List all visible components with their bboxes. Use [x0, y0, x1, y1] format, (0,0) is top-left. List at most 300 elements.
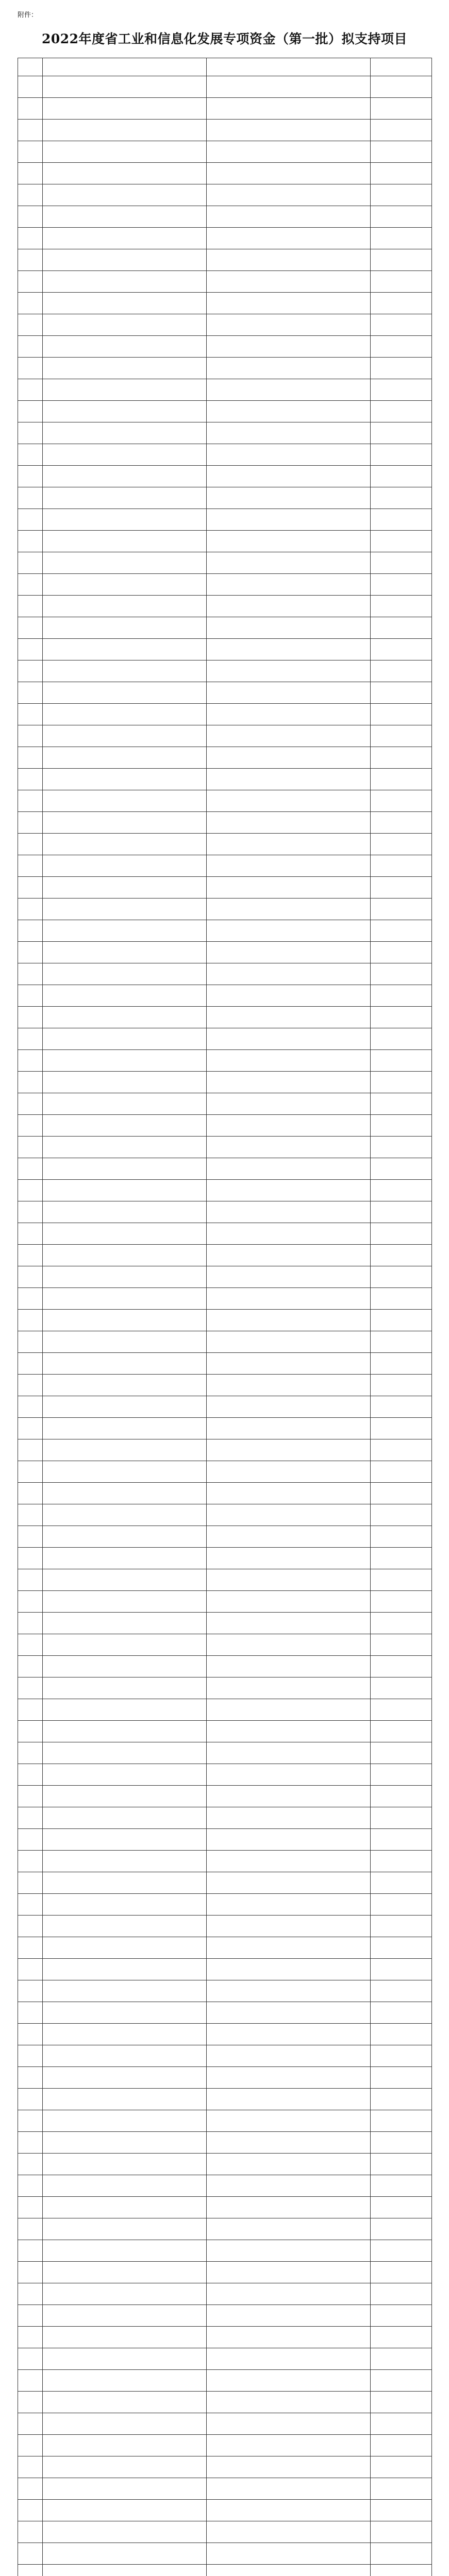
row-project-cell	[43, 487, 207, 509]
table-row	[18, 358, 432, 379]
row-sequence-cell	[18, 314, 43, 336]
row-sequence-cell	[18, 2348, 43, 2370]
row-project-cell	[43, 1894, 207, 1916]
row-project-cell	[43, 336, 207, 358]
row-unit-cell	[207, 2262, 371, 2283]
row-unit-cell	[207, 1007, 371, 1028]
row-unit-cell	[207, 466, 371, 487]
row-project-cell	[43, 2456, 207, 2478]
table-row	[18, 1872, 432, 1894]
row-unit-cell	[207, 271, 371, 293]
row-unit-cell	[207, 1028, 371, 1050]
row-unit-cell	[207, 2565, 371, 2576]
table-row	[18, 2327, 432, 2348]
row-region-cell	[371, 2002, 432, 2024]
table-row	[18, 1764, 432, 1786]
row-region-cell	[371, 1418, 432, 1439]
row-sequence-cell	[18, 1137, 43, 1158]
row-project-cell	[43, 1461, 207, 1483]
row-sequence-cell	[18, 617, 43, 639]
table-row	[18, 466, 432, 487]
row-project-cell	[43, 1007, 207, 1028]
row-region-cell	[371, 963, 432, 985]
row-region-cell	[371, 1050, 432, 1072]
row-project-cell	[43, 2543, 207, 2565]
row-region-cell	[371, 1375, 432, 1396]
row-region-cell	[371, 2521, 432, 2543]
row-project-cell	[43, 531, 207, 552]
row-region-cell	[371, 1916, 432, 1937]
row-sequence-cell	[18, 444, 43, 466]
row-region-cell	[371, 1807, 432, 1829]
table-row	[18, 1288, 432, 1310]
row-sequence-cell	[18, 1721, 43, 1742]
table-row	[18, 812, 432, 834]
row-region-cell	[371, 141, 432, 163]
row-sequence-cell	[18, 2218, 43, 2240]
table-row	[18, 1028, 432, 1050]
row-region-cell	[371, 184, 432, 206]
table-row	[18, 1310, 432, 1331]
row-project-cell	[43, 314, 207, 336]
row-region-cell	[371, 1872, 432, 1894]
row-project-cell	[43, 552, 207, 574]
row-sequence-cell	[18, 1050, 43, 1072]
row-project-cell	[43, 2089, 207, 2110]
table-row	[18, 1656, 432, 1677]
row-unit-cell	[207, 682, 371, 704]
row-sequence-cell	[18, 2543, 43, 2565]
row-region-cell	[371, 2370, 432, 2392]
row-sequence-cell	[18, 1894, 43, 1916]
row-project-cell	[43, 1721, 207, 1742]
row-region-cell	[371, 1158, 432, 1180]
row-project-cell	[43, 2305, 207, 2327]
row-region-cell	[371, 2565, 432, 2576]
row-unit-cell	[207, 1807, 371, 1829]
row-region-cell	[371, 2218, 432, 2240]
row-sequence-cell	[18, 2024, 43, 2045]
table-row	[18, 2478, 432, 2500]
row-project-cell	[43, 1980, 207, 2002]
row-unit-cell	[207, 1331, 371, 1353]
row-unit-cell	[207, 747, 371, 769]
row-unit-cell	[207, 1266, 371, 1288]
table-row	[18, 1396, 432, 1418]
row-project-cell	[43, 2240, 207, 2262]
row-region-cell	[371, 552, 432, 574]
row-sequence-cell	[18, 2262, 43, 2283]
row-sequence-cell	[18, 2305, 43, 2327]
row-sequence-cell	[18, 747, 43, 769]
row-unit-cell	[207, 790, 371, 812]
row-unit-cell	[207, 899, 371, 920]
row-sequence-cell	[18, 2175, 43, 2197]
row-unit-cell	[207, 1526, 371, 1548]
row-region-cell	[371, 1093, 432, 1115]
table-row	[18, 2392, 432, 2413]
table-row	[18, 206, 432, 228]
row-unit-cell	[207, 1375, 371, 1396]
row-project-cell	[43, 1375, 207, 1396]
row-project-cell	[43, 1742, 207, 1764]
table-row	[18, 790, 432, 812]
row-region-cell	[371, 206, 432, 228]
row-project-cell	[43, 2565, 207, 2576]
row-project-cell	[43, 812, 207, 834]
row-sequence-cell	[18, 1504, 43, 1526]
project-table	[18, 58, 432, 2576]
row-region-cell	[371, 1634, 432, 1656]
row-project-cell	[43, 2413, 207, 2435]
row-sequence-cell	[18, 249, 43, 271]
row-project-cell	[43, 1786, 207, 1807]
row-unit-cell	[207, 1613, 371, 1634]
row-sequence-cell	[18, 98, 43, 120]
row-project-cell	[43, 855, 207, 877]
row-region-cell	[371, 509, 432, 531]
row-region-cell	[371, 466, 432, 487]
row-unit-cell	[207, 834, 371, 855]
table-row	[18, 2067, 432, 2089]
row-sequence-cell	[18, 466, 43, 487]
row-sequence-cell	[18, 1007, 43, 1028]
table-row	[18, 2521, 432, 2543]
row-project-cell	[43, 206, 207, 228]
table-row	[18, 899, 432, 920]
row-project-cell	[43, 1548, 207, 1569]
row-project-cell	[43, 2500, 207, 2521]
row-region-cell	[371, 2478, 432, 2500]
row-sequence-cell	[18, 920, 43, 942]
row-project-cell	[43, 379, 207, 401]
row-project-cell	[43, 2002, 207, 2024]
row-unit-cell	[207, 184, 371, 206]
row-region-cell	[371, 2283, 432, 2305]
table-row	[18, 509, 432, 531]
row-unit-cell	[207, 855, 371, 877]
table-row	[18, 1786, 432, 1807]
table-row	[18, 2132, 432, 2154]
row-region-cell	[371, 2456, 432, 2478]
row-project-cell	[43, 249, 207, 271]
table-row	[18, 531, 432, 552]
row-region-cell	[371, 747, 432, 769]
row-unit-cell	[207, 1764, 371, 1786]
row-project-cell	[43, 1677, 207, 1699]
row-region-cell	[371, 1353, 432, 1375]
table-row	[18, 639, 432, 660]
table-row	[18, 1569, 432, 1591]
table-row	[18, 1699, 432, 1721]
row-project-cell	[43, 76, 207, 98]
row-sequence-cell	[18, 899, 43, 920]
table-row	[18, 747, 432, 769]
row-region-cell	[371, 379, 432, 401]
row-unit-cell	[207, 206, 371, 228]
row-project-cell	[43, 725, 207, 747]
row-region-cell	[371, 1526, 432, 1548]
row-project-cell	[43, 682, 207, 704]
row-unit-cell	[207, 444, 371, 466]
row-region-cell	[371, 358, 432, 379]
row-region-cell	[371, 1569, 432, 1591]
table-row	[18, 704, 432, 725]
row-region-cell	[371, 2110, 432, 2132]
row-project-cell	[43, 899, 207, 920]
row-region-cell	[371, 1137, 432, 1158]
row-sequence-cell	[18, 120, 43, 141]
row-unit-cell	[207, 963, 371, 985]
row-region-cell	[371, 314, 432, 336]
row-unit-cell	[207, 98, 371, 120]
row-sequence-cell	[18, 1937, 43, 1959]
table-row	[18, 1461, 432, 1483]
row-project-cell	[43, 2132, 207, 2154]
row-unit-cell	[207, 1050, 371, 1072]
row-project-cell	[43, 1829, 207, 1851]
row-region-cell	[371, 877, 432, 899]
table-row	[18, 444, 432, 466]
table-row	[18, 1504, 432, 1526]
row-project-cell	[43, 639, 207, 660]
row-unit-cell	[207, 293, 371, 314]
row-region-cell	[371, 120, 432, 141]
row-region-cell	[371, 2500, 432, 2521]
row-region-cell	[371, 1007, 432, 1028]
row-project-cell	[43, 184, 207, 206]
table-row	[18, 1548, 432, 1569]
row-unit-cell	[207, 660, 371, 682]
row-unit-cell	[207, 2240, 371, 2262]
row-project-cell	[43, 358, 207, 379]
table-row	[18, 985, 432, 1007]
row-region-cell	[371, 1613, 432, 1634]
row-region-cell	[371, 899, 432, 920]
row-unit-cell	[207, 1072, 371, 1093]
row-unit-cell	[207, 2392, 371, 2413]
table-row	[18, 855, 432, 877]
row-sequence-cell	[18, 2565, 43, 2576]
row-unit-cell	[207, 1245, 371, 1266]
row-sequence-cell	[18, 1439, 43, 1461]
row-sequence-cell	[18, 1483, 43, 1504]
row-sequence-cell	[18, 1375, 43, 1396]
row-region-cell	[371, 1115, 432, 1137]
row-region-cell	[371, 1331, 432, 1353]
row-unit-cell	[207, 639, 371, 660]
table-row	[18, 920, 432, 942]
row-unit-cell	[207, 228, 371, 249]
row-region-cell	[371, 704, 432, 725]
row-unit-cell	[207, 1569, 371, 1591]
row-project-cell	[43, 2154, 207, 2175]
table-row	[18, 2370, 432, 2392]
row-project-cell	[43, 1569, 207, 1591]
row-sequence-cell	[18, 2370, 43, 2392]
row-unit-cell	[207, 1699, 371, 1721]
row-sequence-cell	[18, 1591, 43, 1613]
table-row	[18, 2089, 432, 2110]
table-row	[18, 1223, 432, 1245]
row-project-cell	[43, 98, 207, 120]
table-row	[18, 2500, 432, 2521]
row-sequence-cell	[18, 834, 43, 855]
row-sequence-cell	[18, 2154, 43, 2175]
row-sequence-cell	[18, 2283, 43, 2305]
row-sequence-cell	[18, 855, 43, 877]
row-sequence-cell	[18, 2478, 43, 2500]
row-sequence-cell	[18, 1288, 43, 1310]
row-project-cell	[43, 444, 207, 466]
table-row	[18, 2283, 432, 2305]
row-region-cell	[371, 1786, 432, 1807]
row-sequence-cell	[18, 1764, 43, 1786]
row-sequence-cell	[18, 790, 43, 812]
row-region-cell	[371, 985, 432, 1007]
table-row	[18, 660, 432, 682]
row-unit-cell	[207, 552, 371, 574]
row-project-cell	[43, 877, 207, 899]
row-project-cell	[43, 1396, 207, 1418]
table-row	[18, 336, 432, 358]
row-sequence-cell	[18, 1569, 43, 1591]
table-row	[18, 552, 432, 574]
row-unit-cell	[207, 2348, 371, 2370]
row-region-cell	[371, 920, 432, 942]
row-unit-cell	[207, 2089, 371, 2110]
row-project-cell	[43, 2045, 207, 2067]
row-unit-cell	[207, 2543, 371, 2565]
row-region-cell	[371, 1201, 432, 1223]
row-sequence-cell	[18, 1851, 43, 1872]
table-row	[18, 271, 432, 293]
row-unit-cell	[207, 2283, 371, 2305]
table-row	[18, 1526, 432, 1548]
table-row	[18, 2305, 432, 2327]
row-region-cell	[371, 2024, 432, 2045]
row-region-cell	[371, 855, 432, 877]
row-sequence-cell	[18, 725, 43, 747]
row-region-cell	[371, 1180, 432, 1201]
row-region-cell	[371, 1504, 432, 1526]
row-unit-cell	[207, 617, 371, 639]
column-header-sequence	[18, 58, 43, 76]
table-row	[18, 2024, 432, 2045]
table-row	[18, 314, 432, 336]
row-unit-cell	[207, 1786, 371, 1807]
row-unit-cell	[207, 379, 371, 401]
row-sequence-cell	[18, 1072, 43, 1093]
row-unit-cell	[207, 120, 371, 141]
row-project-cell	[43, 2067, 207, 2089]
table-row	[18, 1201, 432, 1223]
row-unit-cell	[207, 1483, 371, 1504]
row-unit-cell	[207, 1180, 371, 1201]
row-sequence-cell	[18, 422, 43, 444]
row-sequence-cell	[18, 228, 43, 249]
row-project-cell	[43, 1591, 207, 1613]
row-sequence-cell	[18, 76, 43, 98]
row-region-cell	[371, 1288, 432, 1310]
row-project-cell	[43, 466, 207, 487]
row-project-cell	[43, 1504, 207, 1526]
table-row	[18, 141, 432, 163]
row-region-cell	[371, 98, 432, 120]
row-unit-cell	[207, 2521, 371, 2543]
row-region-cell	[371, 596, 432, 617]
table-row	[18, 422, 432, 444]
table-row	[18, 2565, 432, 2576]
row-unit-cell	[207, 401, 371, 422]
row-unit-cell	[207, 1461, 371, 1483]
project-table-body	[18, 76, 432, 2576]
table-row	[18, 963, 432, 985]
attachment-label: 附件：	[18, 11, 38, 19]
row-project-cell	[43, 2392, 207, 2413]
row-sequence-cell	[18, 1548, 43, 1569]
row-project-cell	[43, 1201, 207, 1223]
row-sequence-cell	[18, 1461, 43, 1483]
row-unit-cell	[207, 2435, 371, 2456]
row-region-cell	[371, 2392, 432, 2413]
table-row	[18, 2110, 432, 2132]
row-project-cell	[43, 1050, 207, 1072]
row-region-cell	[371, 660, 432, 682]
row-project-cell	[43, 1613, 207, 1634]
row-project-cell	[43, 1158, 207, 1180]
row-region-cell	[371, 1742, 432, 1764]
row-region-cell	[371, 2327, 432, 2348]
row-project-cell	[43, 769, 207, 790]
table-row	[18, 228, 432, 249]
row-sequence-cell	[18, 1396, 43, 1418]
table-row	[18, 379, 432, 401]
row-region-cell	[371, 812, 432, 834]
row-region-cell	[371, 163, 432, 184]
row-sequence-cell	[18, 2413, 43, 2435]
table-row	[18, 1245, 432, 1266]
table-row	[18, 2218, 432, 2240]
row-region-cell	[371, 2045, 432, 2067]
row-sequence-cell	[18, 985, 43, 1007]
row-project-cell	[43, 293, 207, 314]
row-project-cell	[43, 1959, 207, 1980]
row-project-cell	[43, 2348, 207, 2370]
row-region-cell	[371, 790, 432, 812]
row-sequence-cell	[18, 206, 43, 228]
row-sequence-cell	[18, 1677, 43, 1699]
row-unit-cell	[207, 2478, 371, 2500]
row-unit-cell	[207, 1418, 371, 1439]
row-region-cell	[371, 1699, 432, 1721]
row-unit-cell	[207, 336, 371, 358]
row-region-cell	[371, 1396, 432, 1418]
row-region-cell	[371, 1894, 432, 1916]
row-unit-cell	[207, 2197, 371, 2218]
table-row	[18, 1677, 432, 1699]
row-unit-cell	[207, 574, 371, 596]
row-unit-cell	[207, 1353, 371, 1375]
row-sequence-cell	[18, 487, 43, 509]
table-row	[18, 2197, 432, 2218]
row-sequence-cell	[18, 1028, 43, 1050]
row-unit-cell	[207, 1115, 371, 1137]
row-region-cell	[371, 1266, 432, 1288]
row-unit-cell	[207, 812, 371, 834]
row-project-cell	[43, 1872, 207, 1894]
row-region-cell	[371, 725, 432, 747]
